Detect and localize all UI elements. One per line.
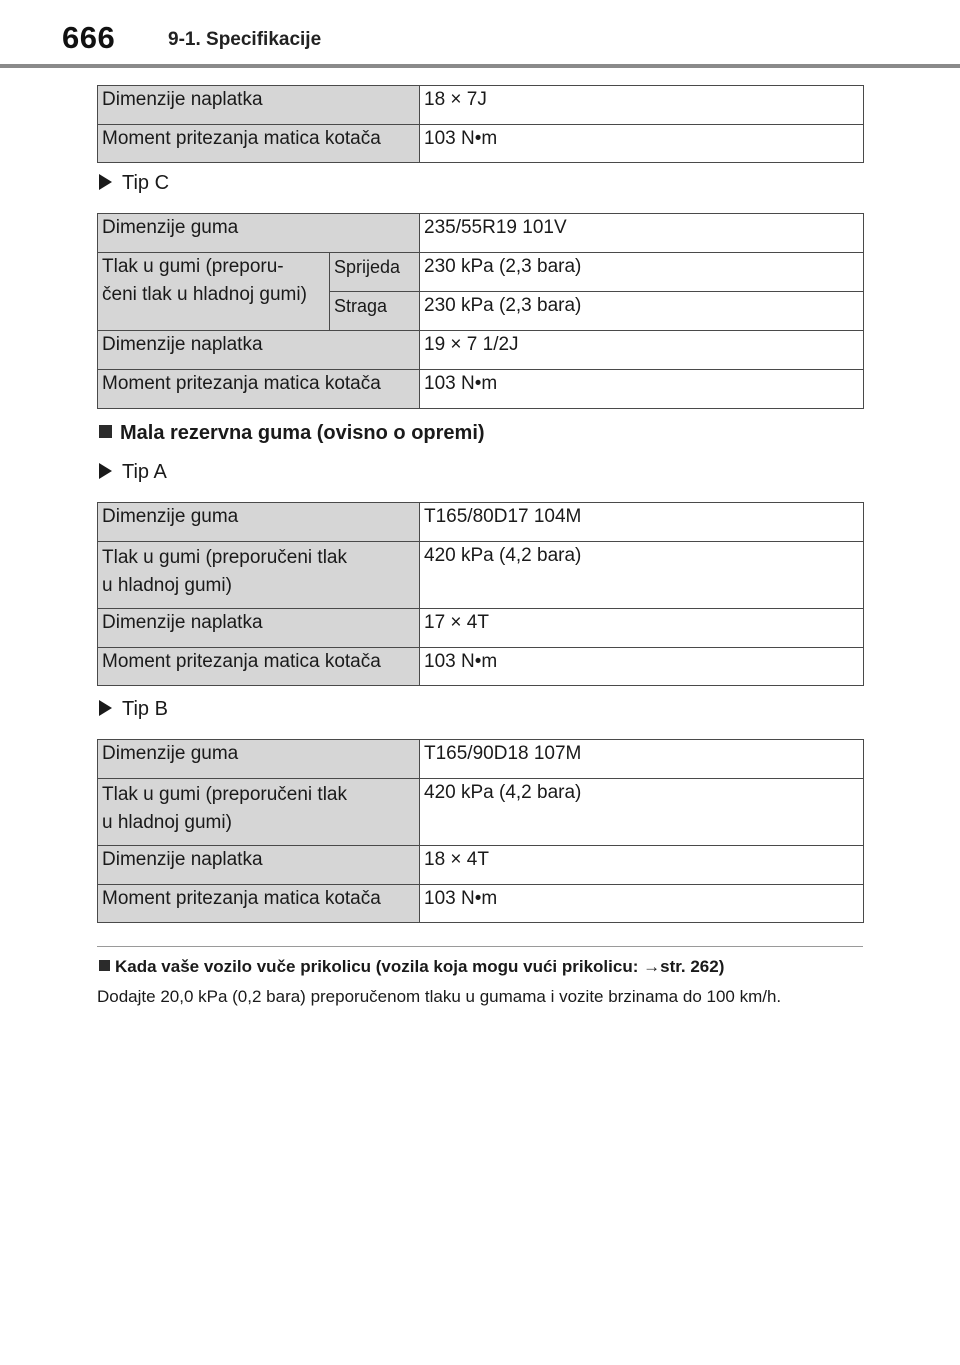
spec-table-top (97, 85, 864, 163)
row-label: Tlak u gumi (preporučeni tlak u hladnoj gumi) (98, 542, 420, 609)
row-value: 420 kPa (4,2 bara) (420, 779, 864, 846)
table-row (98, 740, 864, 779)
spare-tire-heading: Mala rezervna guma (ovisno o opremi) (99, 422, 485, 445)
table-row (98, 214, 864, 253)
row-label: Dimenzije naplatka (98, 609, 420, 648)
table-row (98, 648, 864, 686)
page-reference-arrow-icon: → (643, 957, 661, 976)
table-row (98, 885, 864, 923)
table-row (98, 779, 864, 846)
row-value: 103 N•m (420, 648, 864, 686)
note-divider (97, 946, 863, 947)
page-reference-link[interactable]: str. 262) (660, 957, 725, 976)
row-label: Dimenzije guma (98, 503, 420, 542)
row-value: T165/80D17 104M (420, 503, 864, 542)
row-label: Moment pritezanja matica kotača (98, 885, 420, 923)
header-divider (0, 64, 960, 68)
table-row (98, 609, 864, 648)
square-bullet-icon (99, 960, 110, 971)
tip-b-heading: Tip B (99, 698, 168, 721)
section-title: 9-1. Specifikacije (168, 29, 322, 50)
row-sublabel: Sprijeda (330, 253, 420, 292)
table-row (98, 370, 864, 409)
row-label: Dimenzije naplatka (98, 331, 420, 370)
row-label: Dimenzije naplatka (98, 86, 420, 125)
row-value: 103 N•m (420, 370, 864, 409)
row-value: 420 kPa (4,2 bara) (420, 542, 864, 609)
row-value: 17 × 4T (420, 609, 864, 648)
row-label: Moment pritezanja matica kotača (98, 648, 420, 686)
row-label: Moment pritezanja matica kotača (98, 125, 420, 163)
tip-c-heading: Tip C (99, 172, 169, 195)
table-row (98, 331, 864, 370)
row-sublabel: Straga (330, 292, 420, 331)
row-label: Tlak u gumi (preporučeni tlak u hladnoj gumi) (98, 779, 420, 846)
table-row (98, 846, 864, 885)
table-row (98, 253, 864, 292)
row-value: 19 × 7 1/2J (420, 331, 864, 370)
spec-table-tip-a (97, 502, 864, 686)
towing-note-heading: Kada vaše vozilo vuče prikolicu (vozila koja mogu vući prikolicu: →str. 262) (99, 957, 724, 977)
square-bullet-icon (99, 425, 112, 438)
row-value: 235/55R19 101V (420, 214, 864, 253)
tip-a-heading: Tip A (99, 461, 167, 484)
table-row (98, 125, 864, 163)
row-label: Dimenzije guma (98, 740, 420, 779)
page-number: 666 (62, 20, 116, 55)
row-value: 230 kPa (2,3 bara) (420, 292, 864, 331)
arrow-bullet-icon (99, 700, 112, 716)
row-value: 18 × 7J (420, 86, 864, 125)
row-label: Tlak u gumi (preporu- čeni tlak u hladnoj gumi) (98, 253, 330, 331)
row-value: 18 × 4T (420, 846, 864, 885)
arrow-bullet-icon (99, 463, 112, 479)
spec-table-tip-c (97, 213, 864, 409)
page-header (0, 0, 960, 68)
arrow-bullet-icon (99, 174, 112, 190)
row-value: 103 N•m (420, 885, 864, 923)
table-row (98, 503, 864, 542)
row-label: Dimenzije guma (98, 214, 420, 253)
spec-table-tip-b (97, 739, 864, 923)
row-value: 103 N•m (420, 125, 864, 163)
row-label: Moment pritezanja matica kotača (98, 370, 420, 409)
table-row (98, 542, 864, 609)
row-label: Dimenzije naplatka (98, 846, 420, 885)
row-value: 230 kPa (2,3 bara) (420, 253, 864, 292)
towing-note-body: Dodajte 20,0 kPa (0,2 bara) preporučenom tlaku u gumama i vozite brzinama do 100 km/h. (97, 987, 782, 1006)
row-value: T165/90D18 107M (420, 740, 864, 779)
table-row (98, 86, 864, 125)
